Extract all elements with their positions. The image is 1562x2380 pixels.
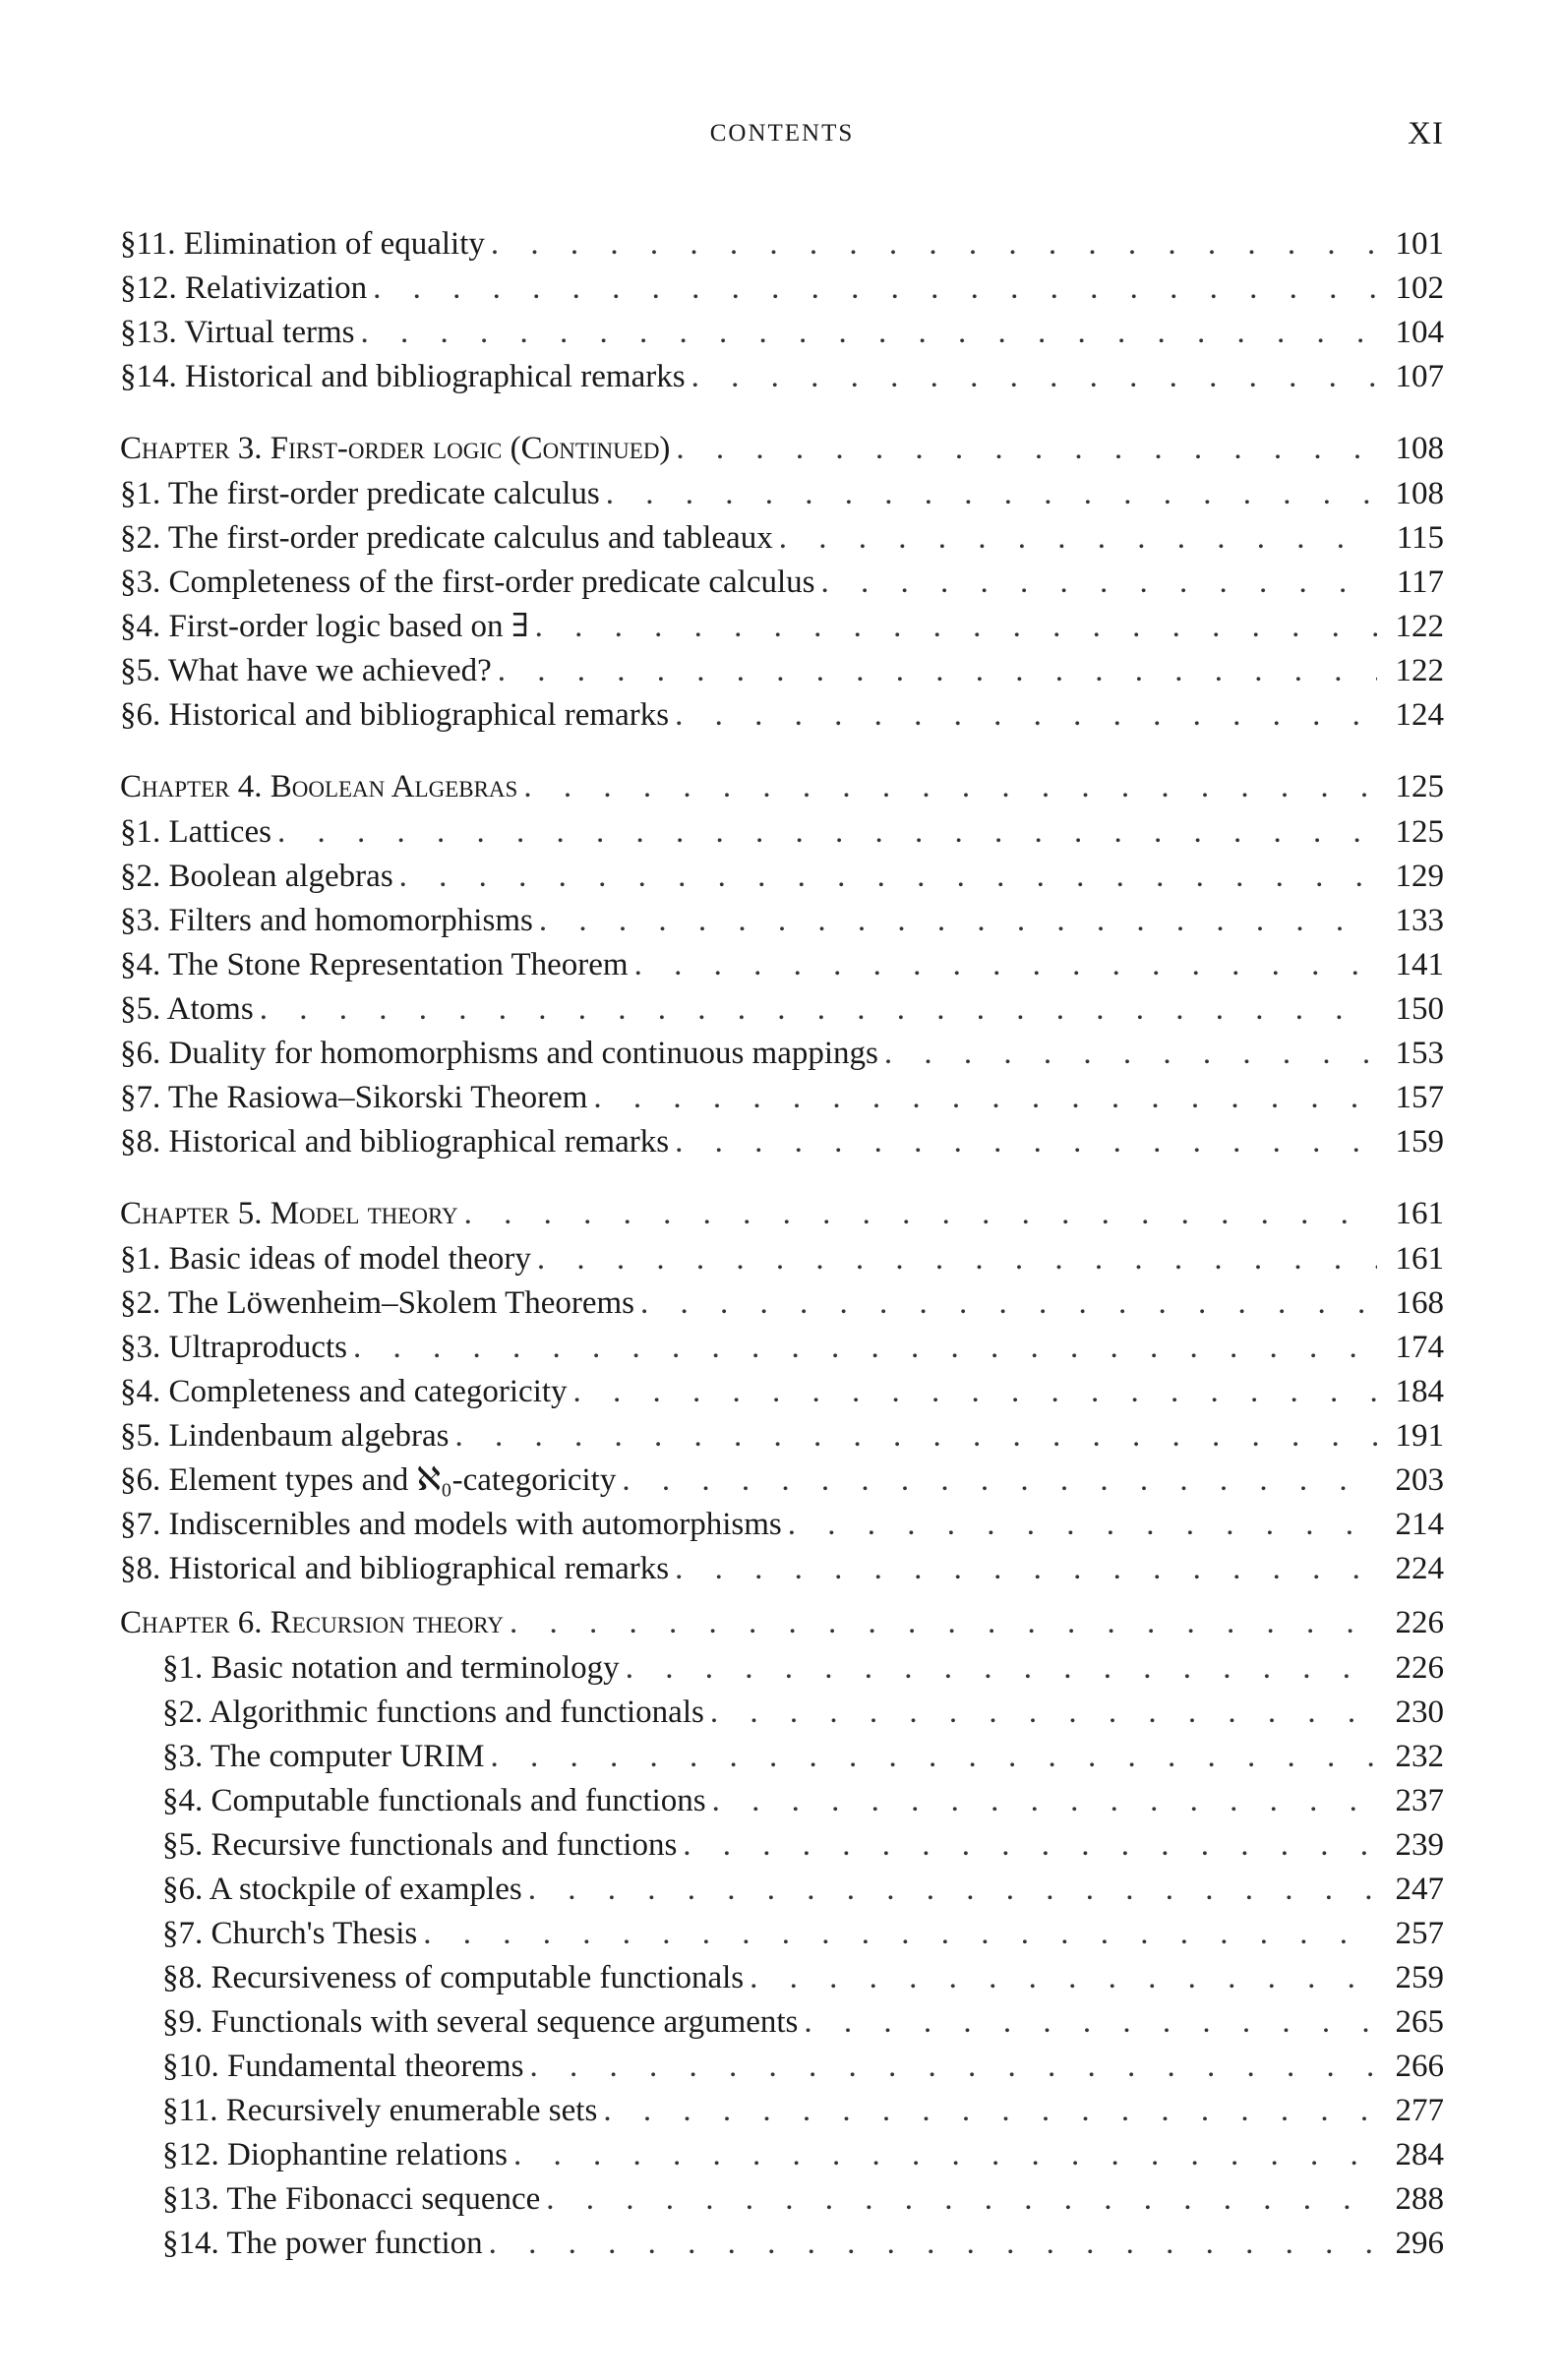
dot-leader: [491, 1735, 1377, 1779]
chapter-heading: [120, 1601, 1444, 1646]
toc-entry: [120, 561, 1444, 605]
chapter-label: Chapter 6.: [120, 1605, 270, 1640]
entry-page: 174: [1395, 1330, 1444, 1365]
dot-leader: [360, 311, 1377, 355]
entry-page: 122: [1395, 653, 1444, 688]
entry-page: 239: [1395, 1827, 1444, 1863]
table-of-contents: [120, 222, 1444, 2266]
toc-entry: [120, 311, 1444, 355]
dot-leader: [603, 2089, 1377, 2133]
entry-title: §11. Recursively enumerable sets: [162, 2093, 598, 2128]
entry-title: §5. Lindenbaum algebras: [120, 1418, 450, 1454]
toc-entry: [120, 516, 1444, 561]
dot-leader: [640, 1281, 1377, 1326]
toc-entry: [120, 943, 1444, 987]
dot-leader: [821, 561, 1377, 605]
dot-leader: [535, 605, 1377, 649]
dot-leader: [373, 267, 1377, 311]
chapter-label: Chapter 3.: [120, 431, 270, 466]
entry-page: 230: [1395, 1695, 1444, 1730]
toc-entry: [120, 2000, 1444, 2045]
dot-leader: [528, 1868, 1377, 1912]
entry-title: §3. Filters and homomorphisms: [120, 903, 533, 938]
entry-title: §6. Element types and ℵ₀-categoricity: [120, 1462, 617, 1498]
entry-page: 296: [1395, 2226, 1444, 2261]
toc-entry: [120, 2222, 1444, 2266]
dot-leader: [634, 943, 1377, 987]
toc-entry: [120, 810, 1444, 855]
entry-title: §1. The first-order predicate calculus: [120, 476, 600, 511]
entry-page: 115: [1396, 520, 1444, 556]
entry-page: 288: [1395, 2181, 1444, 2217]
entry-title: §8. Historical and bibliographical remarks: [120, 1551, 670, 1586]
chapter-heading: [120, 1192, 1444, 1237]
dot-leader: [523, 765, 1377, 809]
entry-page: 265: [1395, 2004, 1444, 2040]
entry-title: §13. Virtual terms: [120, 315, 355, 350]
entry-page: 150: [1395, 991, 1444, 1027]
dot-leader: [464, 1192, 1377, 1236]
entry-page: 237: [1395, 1783, 1444, 1818]
dot-leader: [454, 1414, 1377, 1458]
entry-title: §4. First-order logic based on ∃: [120, 609, 529, 644]
toc-entry: [120, 1735, 1444, 1779]
entry-page: 259: [1395, 1960, 1444, 1995]
entry-page: 157: [1395, 1080, 1444, 1115]
toc-entry: [120, 1868, 1444, 1912]
toc-entry: [120, 1237, 1444, 1281]
dot-leader: [539, 899, 1377, 943]
dot-leader: [622, 1458, 1377, 1503]
toc-entry: [120, 267, 1444, 311]
entry-title: §3. Completeness of the first-order predicate calculus: [120, 565, 815, 600]
dot-leader: [779, 516, 1377, 561]
entry-title: §4. Completeness and categoricity: [120, 1374, 568, 1409]
dot-leader: [399, 855, 1377, 899]
entry-title: §7. Indiscernibles and models with automorphisms: [120, 1507, 782, 1542]
entry-page: 159: [1395, 1124, 1444, 1160]
entry-title: §8. Recursiveness of computable functionals: [162, 1960, 745, 1995]
entry-title: §11. Elimination of equality: [120, 226, 485, 262]
entry-page: 284: [1395, 2137, 1444, 2172]
dot-leader: [260, 987, 1377, 1032]
dot-leader: [498, 649, 1377, 693]
toc-entry: [120, 987, 1444, 1032]
dot-leader: [530, 2045, 1377, 2089]
entry-title: §3. Ultraproducts: [120, 1330, 347, 1365]
entry-page: 107: [1395, 359, 1444, 394]
entry-page: 104: [1395, 315, 1444, 350]
toc-entry: [120, 649, 1444, 693]
entry-page: 117: [1396, 565, 1444, 600]
dot-leader: [537, 1237, 1377, 1281]
entry-title: §4. The Stone Representation Theorem: [120, 947, 629, 982]
toc-entry: [120, 355, 1444, 399]
entry-page: 266: [1395, 2049, 1444, 2084]
dot-leader: [353, 1326, 1377, 1370]
chapter-name: Boolean Algebras: [270, 769, 518, 804]
toc-entry: [120, 1370, 1444, 1414]
entry-page: 168: [1395, 1285, 1444, 1321]
toc-entry: [120, 222, 1444, 267]
entry-title: §10. Fundamental theorems: [162, 2049, 524, 2084]
entry-title: §4. Computable functionals and functions: [162, 1783, 706, 1818]
entry-title: §6. Duality for homomorphisms and continuous mappings: [120, 1036, 878, 1071]
entry-page: 141: [1395, 947, 1444, 982]
entry-page: 102: [1395, 270, 1444, 306]
toc-entry: [120, 1458, 1444, 1503]
entry-title: §12. Diophantine relations: [162, 2137, 509, 2172]
dot-leader: [750, 1956, 1377, 2000]
toc-entry: [120, 1779, 1444, 1823]
dot-leader: [804, 2000, 1377, 2045]
entry-page: 125: [1395, 814, 1444, 850]
entry-title: §5. Atoms: [120, 991, 254, 1027]
dot-leader: [675, 693, 1377, 738]
chapter-page: 226: [1395, 1605, 1444, 1640]
toc-entry: [120, 1120, 1444, 1164]
toc-entry: [120, 855, 1444, 899]
toc-entry: [120, 1326, 1444, 1370]
entry-title: §9. Functionals with several sequence arguments: [162, 2004, 799, 2040]
chapter-label: Chapter 4.: [120, 769, 270, 804]
entry-page: 226: [1395, 1650, 1444, 1686]
entry-page: 108: [1395, 476, 1444, 511]
dot-leader: [710, 1691, 1377, 1735]
entry-title: §2. Boolean algebras: [120, 859, 393, 894]
running-head: CONTENTS: [709, 120, 855, 147]
page-header: [120, 116, 1444, 155]
entry-title: §8. Historical and bibliographical remarks: [120, 1124, 670, 1160]
entry-title: §2. The Löwenheim–Skolem Theorems: [120, 1285, 635, 1321]
chapter-label: Chapter 5.: [120, 1196, 270, 1231]
dot-leader: [712, 1779, 1377, 1823]
dot-leader: [676, 427, 1377, 471]
chapter-page: 125: [1395, 769, 1444, 804]
toc-entry: [120, 2177, 1444, 2222]
entry-page: 161: [1395, 1241, 1444, 1277]
dot-leader: [491, 222, 1377, 267]
entry-title: §6. A stockpile of examples: [162, 1872, 522, 1907]
entry-page: 214: [1395, 1507, 1444, 1542]
toc-entry: [120, 605, 1444, 649]
toc-entry: [120, 1032, 1444, 1076]
dot-leader: [593, 1076, 1377, 1120]
entry-title: §7. The Rasiowa–Sikorski Theorem: [120, 1080, 588, 1115]
entry-title: §5. Recursive functionals and functions: [162, 1827, 678, 1863]
dot-leader: [423, 1912, 1377, 1956]
entry-page: 122: [1395, 609, 1444, 644]
chapter-heading: [120, 765, 1444, 810]
entry-title: §1. Lattices: [120, 814, 271, 850]
toc-entry: [120, 1823, 1444, 1868]
entry-page: 184: [1395, 1374, 1444, 1409]
dot-leader: [626, 1646, 1377, 1691]
page-number: XI: [1408, 116, 1444, 151]
dot-leader: [513, 2133, 1377, 2177]
toc-entry: [120, 1281, 1444, 1326]
toc-entry: [120, 1503, 1444, 1547]
entry-page: 247: [1395, 1872, 1444, 1907]
entry-page: 203: [1395, 1462, 1444, 1498]
toc-entry: [120, 472, 1444, 516]
toc-entry: [120, 1547, 1444, 1591]
chapter-name: First-order logic (Continued): [270, 431, 671, 466]
dot-leader: [675, 1120, 1377, 1164]
chapter-heading: [120, 427, 1444, 472]
entry-title: §13. The Fibonacci sequence: [162, 2181, 541, 2217]
toc-entry: [120, 1912, 1444, 1956]
entry-page: 129: [1395, 859, 1444, 894]
dot-leader: [691, 355, 1377, 399]
entry-title: §2. The first-order predicate calculus and tableaux: [120, 520, 773, 556]
dot-leader: [546, 2177, 1377, 2222]
entry-title: §12. Relativization: [120, 270, 368, 306]
dot-leader: [489, 2222, 1377, 2266]
entry-page: 232: [1395, 1739, 1444, 1774]
entry-title: §2. Algorithmic functions and functionals: [162, 1695, 704, 1730]
toc-entry: [120, 899, 1444, 943]
entry-page: 257: [1395, 1916, 1444, 1951]
toc-entry: [120, 2133, 1444, 2177]
chapter-page: 108: [1395, 431, 1444, 466]
dot-leader: [683, 1823, 1377, 1868]
entry-title: §7. Church's Thesis: [162, 1916, 418, 1951]
entry-title: §5. What have we achieved?: [120, 653, 492, 688]
chapter-page: 161: [1395, 1196, 1444, 1231]
entry-title: §14. Historical and bibliographical remarks: [120, 359, 686, 394]
toc-entry: [120, 1646, 1444, 1691]
toc-entry: [120, 1956, 1444, 2000]
entry-page: 101: [1395, 226, 1444, 262]
entry-title: §14. The power function: [162, 2226, 483, 2261]
dot-leader: [606, 472, 1377, 516]
entry-page: 224: [1395, 1551, 1444, 1586]
toc-entry: [120, 2045, 1444, 2089]
entry-page: 191: [1395, 1418, 1444, 1454]
entry-page: 153: [1395, 1036, 1444, 1071]
entry-title: §3. The computer URIM: [162, 1739, 485, 1774]
entry-page: 277: [1395, 2093, 1444, 2128]
dot-leader: [788, 1503, 1377, 1547]
entry-page: 124: [1395, 697, 1444, 733]
toc-entry: [120, 1691, 1444, 1735]
dot-leader: [675, 1547, 1377, 1591]
toc-entry: [120, 693, 1444, 738]
entry-page: 133: [1395, 903, 1444, 938]
dot-leader: [277, 810, 1377, 855]
entry-title: §1. Basic ideas of model theory: [120, 1241, 531, 1277]
dot-leader: [573, 1370, 1377, 1414]
dot-leader: [884, 1032, 1377, 1076]
chapter-name: Recursion theory: [270, 1605, 504, 1640]
chapter-name: Model theory: [270, 1196, 458, 1231]
toc-entry: [120, 2089, 1444, 2133]
toc-entry: [120, 1076, 1444, 1120]
entry-title: §6. Historical and bibliographical remarks: [120, 697, 670, 733]
toc-entry: [120, 1414, 1444, 1458]
dot-leader: [510, 1601, 1377, 1645]
entry-title: §1. Basic notation and terminology: [162, 1650, 620, 1686]
